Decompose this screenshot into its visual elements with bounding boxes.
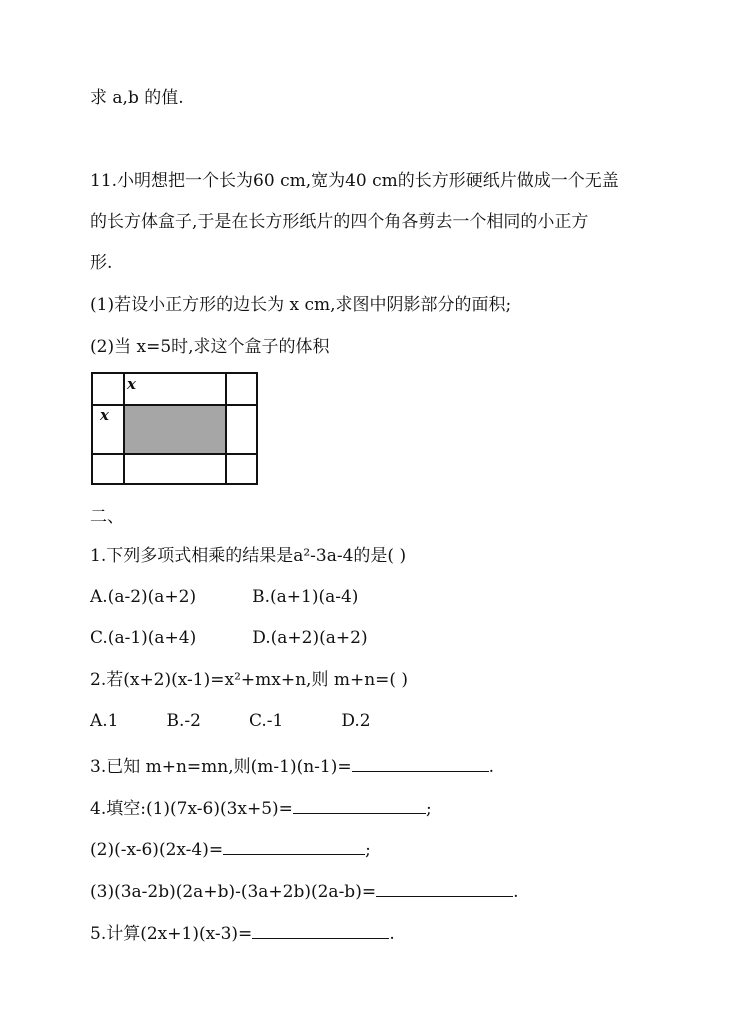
question-5 <box>90 920 395 945</box>
question-4-text: 4.填空:(1)(7x-6)(3x+5)= <box>90 799 293 819</box>
answer-blank[interactable] <box>252 920 389 939</box>
problem-11-part2: (2)当 x=5时,求这个盒子的体积 <box>90 337 330 357</box>
line-ab-values: 求 a,b 的值. <box>90 88 184 108</box>
box-figure <box>91 372 258 485</box>
right-strip <box>225 404 258 455</box>
option-d: D.(a+2)(a+2) <box>252 628 368 648</box>
question-4 <box>90 795 432 820</box>
corner-square-tr <box>225 372 258 406</box>
corner-square-br <box>225 453 258 485</box>
question-4-semicolon: ; <box>425 799 432 819</box>
question-1-options-cd <box>90 627 368 649</box>
option-c: C.(a-1)(a+4) <box>90 628 197 648</box>
x-label-top: x <box>127 375 136 393</box>
answer-blank[interactable] <box>223 836 365 855</box>
question-1: 1.下列多项式相乘的结果是a²-3a-4的是( ) <box>90 546 407 566</box>
answer-blank[interactable] <box>376 878 513 897</box>
option-a: A.(a-2)(a+2) <box>90 587 197 607</box>
question-5-text: 5.计算(2x+1)(x-3)= <box>90 924 253 944</box>
question-3-period: . <box>488 757 495 777</box>
question-4-part2-semicolon: ; <box>365 840 371 860</box>
shaded-base <box>123 404 227 455</box>
option-a: A.1 <box>90 711 119 731</box>
problem-11-part1: (1)若设小正方形的边长为 x cm,求图中阴影部分的面积; <box>90 295 512 315</box>
problem-11-line2: 的长方体盒子,于是在长方形纸片的四个角各剪去一个相同的小正方 <box>90 212 589 232</box>
section-two-heading: 二、 <box>90 507 124 527</box>
corner-square-tl <box>91 372 125 406</box>
question-4-part3-period: . <box>513 882 519 902</box>
question-5-period: . <box>389 924 395 944</box>
option-c: C.-1 <box>248 711 284 731</box>
question-4-part3 <box>90 878 518 903</box>
answer-blank[interactable] <box>352 753 489 772</box>
question-3-text: 3.已知 m+n=mn,则(m-1)(n-1)= <box>90 757 352 777</box>
option-d: D.2 <box>341 711 371 731</box>
question-1-options-ab <box>90 586 358 608</box>
question-4-part2-text: (2)(-x-6)(2x-4)= <box>90 840 224 860</box>
option-b: B.-2 <box>166 711 201 731</box>
bottom-strip <box>123 453 227 485</box>
answer-blank[interactable] <box>293 795 426 814</box>
question-4-part2 <box>90 836 371 861</box>
question-2: 2.若(x+2)(x-1)=x²+mx+n,则 m+n=( ) <box>90 670 409 690</box>
corner-square-bl <box>91 453 125 485</box>
x-label-left: x <box>100 406 109 424</box>
question-4-part3-text: (3)(3a-2b)(2a+b)-(3a+2b)(2a-b)= <box>90 882 377 902</box>
question-2-options <box>90 710 371 732</box>
problem-11-line3: 形. <box>90 253 113 273</box>
top-strip <box>123 372 227 406</box>
problem-11-line1: 11.小明想把一个长为60 cm,宽为40 cm的长方形硬纸片做成一个无盖 <box>90 171 619 191</box>
question-3 <box>90 753 494 778</box>
option-b: B.(a+1)(a-4) <box>252 587 359 607</box>
